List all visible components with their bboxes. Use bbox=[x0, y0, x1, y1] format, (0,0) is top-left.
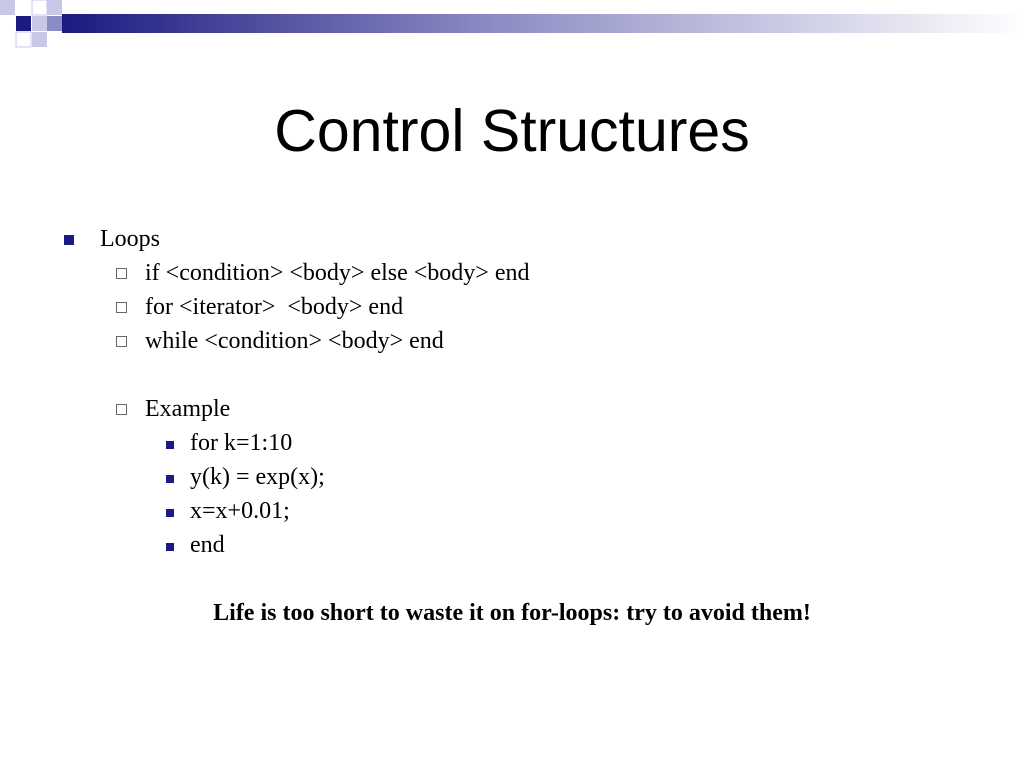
bullet-hollow-square-icon bbox=[116, 302, 127, 313]
bullet-hollow-square-icon bbox=[116, 268, 127, 279]
header-decoration bbox=[0, 0, 1024, 50]
slide-title: Control Structures bbox=[274, 98, 750, 164]
bullet-hollow-square-icon bbox=[116, 404, 127, 415]
bullet-small-square-icon bbox=[166, 475, 174, 483]
bullet-small-square-icon bbox=[166, 543, 174, 551]
example-line: y(k) = exp(x); bbox=[190, 464, 325, 490]
bullet-for: for <iterator> <body> end bbox=[145, 294, 404, 320]
bullet-example: Example bbox=[145, 396, 231, 422]
bullet-loops: Loops bbox=[100, 226, 160, 252]
example-line: x=x+0.01; bbox=[190, 498, 290, 524]
bullet-while: while <condition> <body> end bbox=[145, 328, 444, 354]
closing-note: Life is too short to waste it on for-loops: try to avoid them! bbox=[213, 600, 811, 626]
bullet-square-icon bbox=[64, 235, 74, 245]
example-line: for k=1:10 bbox=[190, 430, 293, 456]
example-line: end bbox=[190, 532, 225, 558]
bullet-small-square-icon bbox=[166, 441, 174, 449]
bullet-hollow-square-icon bbox=[116, 336, 127, 347]
bullet-if: if <condition> <body> else <body> end bbox=[145, 260, 530, 286]
bullet-small-square-icon bbox=[166, 509, 174, 517]
